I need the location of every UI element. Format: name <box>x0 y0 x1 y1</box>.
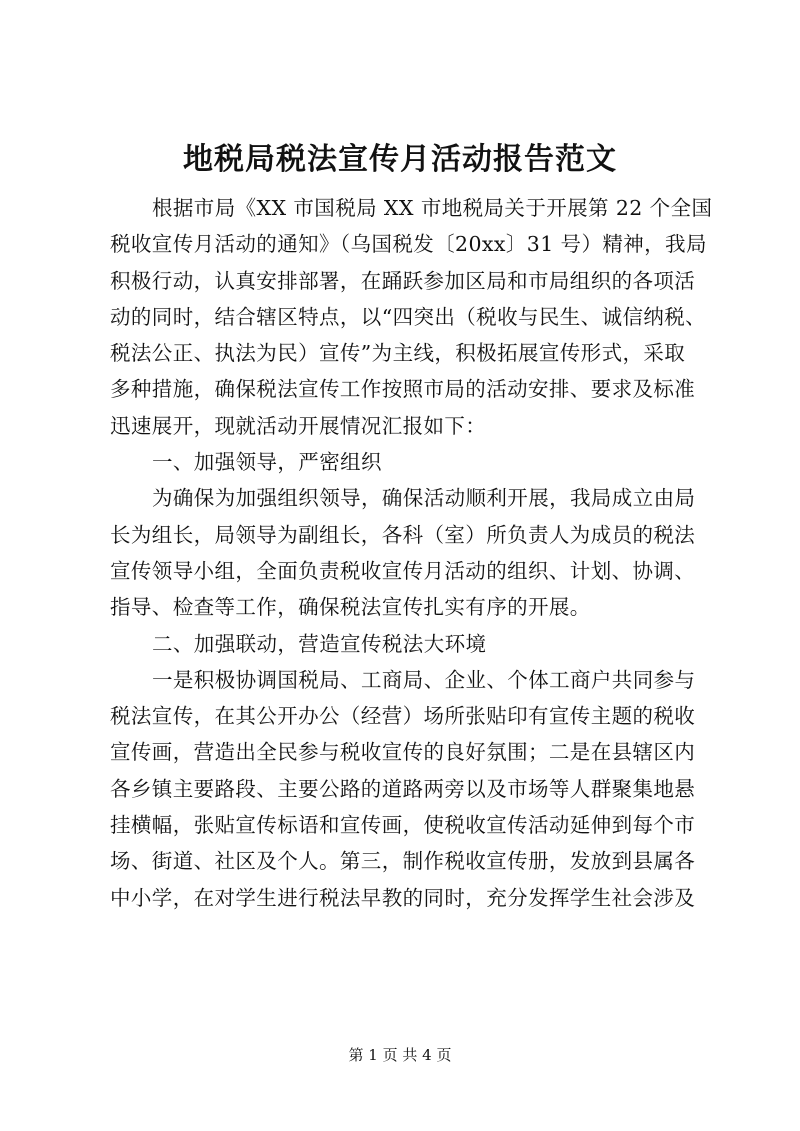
document-title: 地税局税法宣传月活动报告范文 <box>183 142 617 177</box>
section-heading: 二、加强联动，营造宣传税法大环境 <box>152 631 487 656</box>
paragraph-line: 各乡镇主要路段、主要公路的道路两旁以及市场等人群聚集地悬 <box>110 776 696 801</box>
paragraph-line: 场、街道、社区及个人。第三，制作税收宣传册，发放到县属各 <box>110 849 696 874</box>
paragraph-line: 多种措施，确保税法宣传工作按照市局的活动安排、要求及标准 <box>110 377 696 402</box>
paragraph-line: 积极行动，认真安排部署，在踊跃参加区局和市局组织的各项活 <box>110 268 696 293</box>
paragraph-line: 根据市局《XX 市国税局 XX 市地税局关于开展第 22 个全国 <box>152 196 713 220</box>
document-body <box>110 190 713 916</box>
paragraph-line: 挂横幅，张贴宣传标语和宣传画，使税收宣传活动延伸到每个市 <box>110 813 696 838</box>
paragraph-line: 动的同时，结合辖区特点，以“四突出（税收与民生、诚信纳税、 <box>110 304 707 329</box>
paragraph-line: 一是积极协调国税局、工商局、企业、个体工商户共同参与 <box>152 667 696 692</box>
paragraph-line: 迅速展开，现就活动开展情况汇报如下： <box>110 413 487 438</box>
paragraph-line: 中小学，在对学生进行税法早教的同时，充分发挥学生社会涉及 <box>110 885 696 910</box>
paragraph-line: 宣传领导小组，全面负责税收宣传月活动的组织、计划、协调、 <box>110 558 696 583</box>
page-number: 第 1 页 共 4 页 <box>348 1046 452 1064</box>
paragraph-line: 税法公正、执法为民）宣传”为主线，积极拓展宣传形式，采取 <box>110 341 686 366</box>
paragraph-line: 长为组长，局领导为副组长，各科（室）所负责人为成员的税法 <box>110 522 696 547</box>
paragraph-line: 为确保为加强组织领导，确保活动顺利开展，我局成立由局 <box>152 486 696 511</box>
paragraph-line: 税法宣传，在其公开办公（经营）场所张贴印有宣传主题的税收 <box>110 704 696 729</box>
paragraph-line: 税收宣传月活动的通知》（乌国税发〔20xx〕31 号）精神，我局 <box>110 232 707 257</box>
paragraph-line: 指导、检查等工作，确保税法宣传扎实有序的开展。 <box>110 595 591 620</box>
section-heading: 一、加强领导，严密组织 <box>152 450 382 475</box>
paragraph-line: 宣传画，营造出全民参与税收宣传的良好氛围；二是在县辖区内 <box>110 740 696 765</box>
